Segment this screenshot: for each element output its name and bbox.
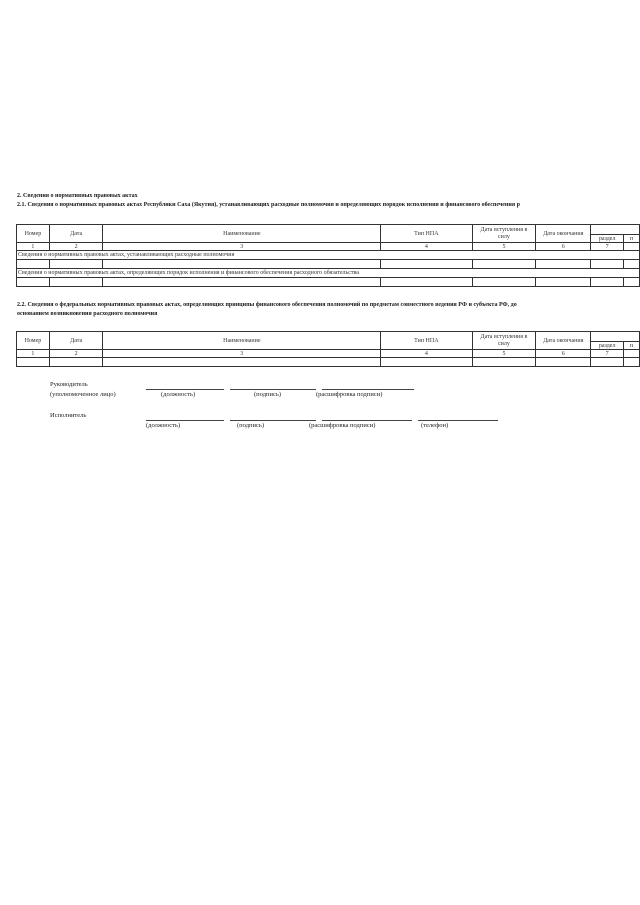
col-number-5: 5: [472, 243, 536, 251]
executor-decryption-line[interactable]: [322, 420, 412, 421]
header-type: Тип НПА: [381, 332, 472, 350]
header-number: Номер: [17, 332, 50, 350]
executor-position-line[interactable]: [146, 420, 224, 421]
col-number-3: 3: [103, 350, 381, 358]
executor-decryption-caption: (расшифровка подписи): [309, 422, 376, 429]
header-date: Дата: [49, 332, 103, 350]
executor-phone-caption: (телефон): [421, 422, 449, 429]
col-number-1: 1: [17, 350, 50, 358]
header-effective-date-line1: Дата вступления в: [480, 333, 528, 340]
head-position-line[interactable]: [146, 389, 224, 390]
executor-phone-line[interactable]: [418, 420, 498, 421]
col-number-8: [624, 350, 640, 358]
header-budget-group: [591, 332, 640, 342]
head-sub-label: (уполномоченное лицо): [50, 391, 116, 398]
table-regional-acts: [16, 224, 640, 287]
table-federal-acts: [16, 331, 640, 367]
col-number-8: [624, 243, 640, 251]
header-name: Наименование: [103, 225, 381, 243]
head-position-caption: (должность): [161, 391, 196, 398]
header-section: раздел: [591, 235, 624, 243]
section-title: 2. Сведения о нормативных правовых актах: [17, 193, 138, 199]
col-number-1: 1: [17, 243, 50, 251]
subsection-2-title-line1: 2.2. Сведения о федеральных нормативных правовых актах, определяющих принципы финансового обеспечения полномочий по предметам совместного ведения РФ и субъекта РФ, до: [17, 302, 517, 308]
head-decryption-line[interactable]: [322, 389, 414, 390]
header-effective-date-line1: Дата вступления в: [480, 226, 528, 233]
table-row: [17, 358, 640, 367]
header-effective-date: [472, 225, 536, 243]
header-type: Тип НПА: [381, 225, 472, 243]
col-number-2: 2: [49, 243, 103, 251]
header-effective-date-line2: силу: [498, 340, 510, 347]
col-number-3: 3: [103, 243, 381, 251]
header-subsection: п: [624, 342, 640, 350]
col-number-4: 4: [381, 350, 472, 358]
header-date: Дата: [49, 225, 103, 243]
subsection-2-title-line2: основанием возникновения расходного полномочия: [17, 311, 158, 317]
col-number-6: 6: [536, 350, 591, 358]
col-number-7: 7: [591, 350, 624, 358]
col-number-2: 2: [49, 350, 103, 358]
header-section: раздел: [591, 342, 624, 350]
col-number-7: 7: [591, 243, 624, 251]
head-signature-caption: (подпись): [254, 391, 281, 398]
header-expiry-date: Дата окончания: [536, 225, 591, 243]
group-row-financing: Сведения о нормативных правовых актах, определяющих порядок исполнения и финансового обеспечения расходного обязательства: [17, 269, 640, 278]
header-name: Наименование: [103, 332, 381, 350]
header-subsection: п: [624, 235, 640, 243]
head-label: Руководитель: [50, 381, 88, 388]
col-number-5: 5: [472, 350, 536, 358]
group-row-powers: Сведения о нормативных правовых актах, устанавливающих расходные полномочия: [17, 251, 640, 260]
executor-label: Исполнитель: [50, 412, 87, 419]
subsection-1-title: 2.1. Сведения о нормативных правовых актах Республики Саха (Якутия), устанавливающих расходные полномочия и определяющих порядок исполнения и финансового обеспечения р: [17, 202, 520, 208]
head-signature-line[interactable]: [230, 389, 316, 390]
header-effective-date-line2: силу: [498, 233, 510, 240]
table-row: [17, 278, 640, 287]
header-budget-group: [591, 225, 640, 235]
table-row: [17, 260, 640, 269]
header-effective-date: [472, 332, 536, 350]
header-expiry-date: Дата окончания: [536, 332, 591, 350]
executor-position-caption: (должность): [146, 422, 181, 429]
executor-signature-caption: (подпись): [237, 422, 264, 429]
col-number-4: 4: [381, 243, 472, 251]
col-number-6: 6: [536, 243, 591, 251]
header-number: Номер: [17, 225, 50, 243]
head-decryption-caption: (расшифровка подписи): [316, 391, 383, 398]
executor-signature-line[interactable]: [230, 420, 316, 421]
